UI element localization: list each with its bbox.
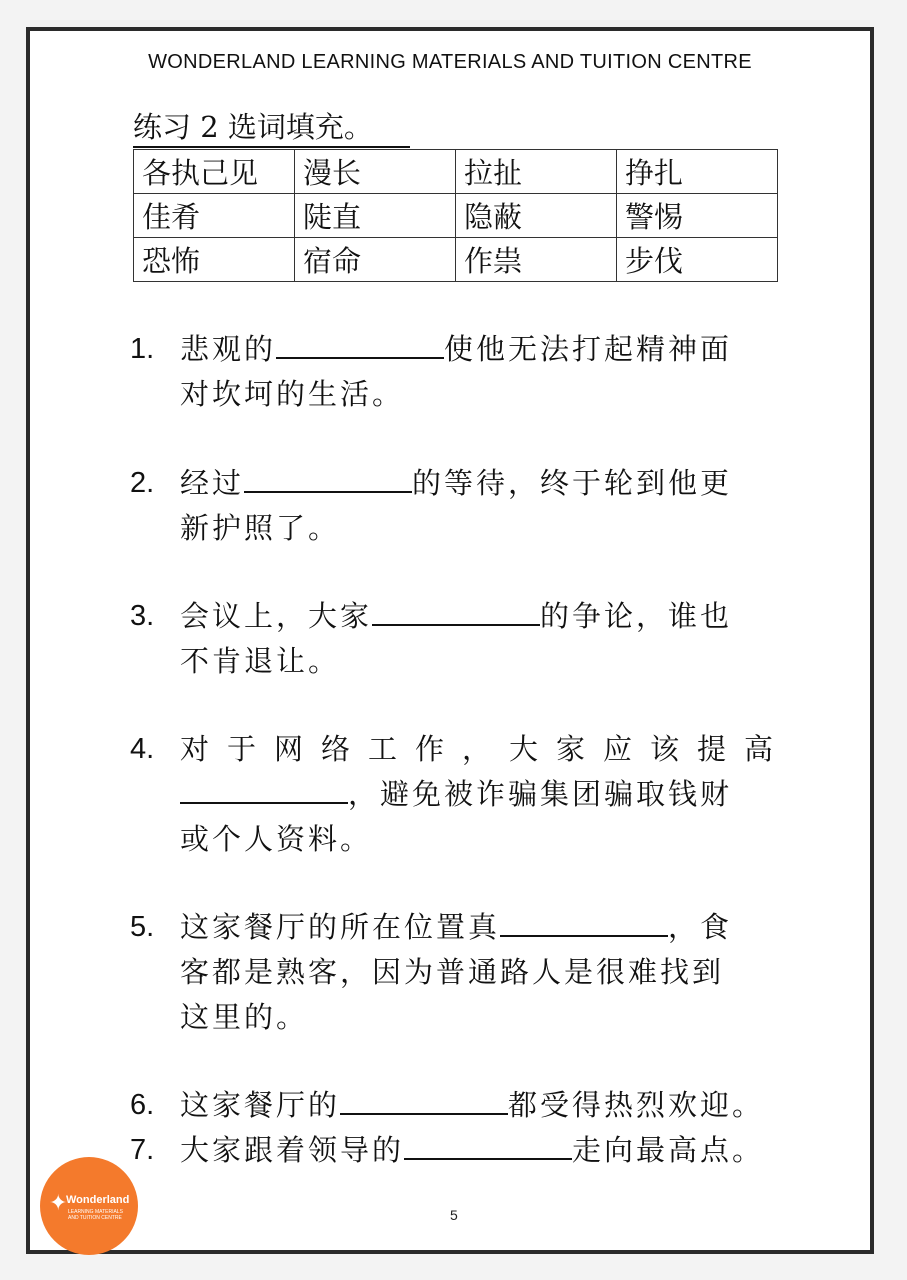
question-text: 这家餐厅的所在位置真 <box>180 910 501 944</box>
word-bank-cell: 警惕 <box>617 194 778 238</box>
question-text: 都受得热烈欢迎。 <box>508 1088 765 1122</box>
question-5 <box>130 905 732 1040</box>
question-number: 6. <box>130 1089 155 1121</box>
word-bank-cell: 隐蔽 <box>456 194 617 238</box>
question-text: 大家跟着领导的 <box>180 1133 405 1167</box>
question-text: ，避免被诈骗集团骗取钱财 <box>348 777 733 811</box>
word-bank-row <box>134 238 778 282</box>
wonderland-logo <box>40 1157 138 1255</box>
answer-blank[interactable] <box>276 329 444 359</box>
word-bank-cell: 各执己见 <box>134 150 295 194</box>
question-number: 7. <box>130 1134 155 1166</box>
question-2 <box>130 461 732 551</box>
question-text: 悲观的 <box>180 332 277 366</box>
word-bank-cell: 宿命 <box>295 238 456 282</box>
answer-blank[interactable] <box>340 1085 508 1115</box>
question-text: 使他无法打起精神面 <box>444 332 733 366</box>
question-text: 客都是熟客，因为普通路人是很难找到 <box>180 955 725 989</box>
question-6 <box>130 1083 764 1128</box>
answer-blank[interactable] <box>500 907 668 937</box>
word-bank-cell: 挣扎 <box>617 150 778 194</box>
word-bank-cell: 陡直 <box>295 194 456 238</box>
word-bank-row <box>134 150 778 194</box>
page-number: 5 <box>450 1207 458 1223</box>
word-bank-cell: 拉扯 <box>456 150 617 194</box>
word-bank-cell: 作祟 <box>456 238 617 282</box>
answer-blank[interactable] <box>404 1130 572 1160</box>
worksheet-page <box>26 27 874 1254</box>
question-text: 的争论，谁也 <box>540 599 733 633</box>
question-text: 不肯退让。 <box>180 644 341 678</box>
question-text: 对坎坷的生活。 <box>180 377 405 411</box>
answer-blank[interactable] <box>180 774 348 804</box>
answer-blank[interactable] <box>372 596 540 626</box>
word-bank-row <box>134 194 778 238</box>
question-text: ，食 <box>668 910 733 944</box>
question-text: 的等待，终于轮到他更 <box>412 466 733 500</box>
question-7 <box>130 1128 764 1173</box>
exercise-title: 练习 2 选词填充。 <box>133 105 410 148</box>
word-bank-cell: 恐怖 <box>134 238 295 282</box>
question-4 <box>130 727 791 862</box>
question-text: 会议上，大家 <box>180 599 373 633</box>
question-1 <box>130 327 732 417</box>
word-bank-cell: 步伐 <box>617 238 778 282</box>
question-number: 3. <box>130 600 155 632</box>
question-text: 这家餐厅的 <box>180 1088 341 1122</box>
question-text: 走向最高点。 <box>572 1133 765 1167</box>
question-number: 1. <box>130 333 155 365</box>
answer-blank[interactable] <box>244 463 412 493</box>
question-number: 5. <box>130 911 155 943</box>
question-text: 对于网络工作，大家应该提高 <box>180 732 792 766</box>
question-text: 经过 <box>180 466 245 500</box>
logo-name: Wonderland <box>66 1194 130 1206</box>
logo-mark-icon: ✦ <box>49 1191 68 1216</box>
question-number: 4. <box>130 733 155 765</box>
word-bank-cell: 漫长 <box>295 150 456 194</box>
word-bank-cell: 佳肴 <box>134 194 295 238</box>
page-header: WONDERLAND LEARNING MATERIALS AND TUITION CENTRE <box>148 51 752 73</box>
word-bank-table <box>133 149 778 282</box>
question-3 <box>130 594 732 684</box>
question-text: 或个人资料。 <box>180 822 373 856</box>
question-text: 这里的。 <box>180 1000 309 1034</box>
question-number: 2. <box>130 467 155 499</box>
question-text: 新护照了。 <box>180 511 341 545</box>
logo-subtitle: LEARNING MATERIALS AND TUITION CENTRE <box>68 1209 123 1221</box>
